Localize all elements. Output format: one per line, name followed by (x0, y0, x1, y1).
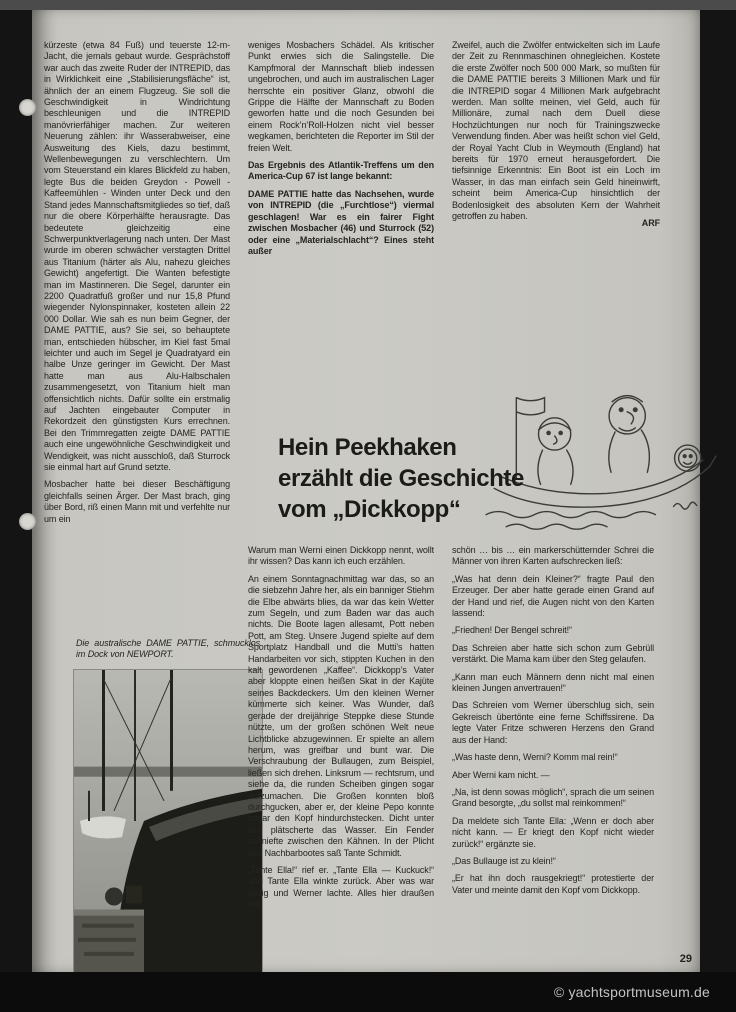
yacht-photo (74, 670, 262, 972)
headline-line-2: erzählt die Geschichte (278, 465, 524, 492)
paragraph: Warum man Werni einen Dickkopp nennt, wollt ihr wissen? Das kann ich euch erzählen. (248, 545, 434, 567)
paragraph: Das Schreien vom Werner überschlug sich, sein Gekreisch übertönte eine ferne Schiffssirene. Da legte Vater Fritze schweren Herzens den Grand aus der Hand: (452, 700, 654, 745)
paragraph: „Was hat denn dein Kleiner?“ fragte Paul den Erzeuger. Der aber hatte gerade einen Grand auf der Hand und rief, die Augen nicht von den Karten lassend: (452, 573, 654, 619)
headline-line-3: vom „Dickkopp“ (278, 496, 461, 523)
column-3-top-text (452, 40, 660, 336)
paragraph: „Na, ist denn sowas möglich“, sprach die um seinen Grand besorgte, „du sollst mal reinkommen!“ (452, 786, 654, 809)
paragraph: Da meldete sich Tante Ella: „Wenn er doch aber nicht kann. — Er kriegt den Kopf nicht wieder zurück!“ ergänzte sie. (452, 815, 654, 849)
scan-top-edge (0, 0, 736, 10)
author-signature: ARF (641, 217, 660, 228)
page-number: 29 (679, 953, 692, 965)
column-3-story-text (452, 545, 654, 947)
paragraph: An einem Sonntagnachmittag war das, so an die siebzehn Jahre her, als ein banniger Stiehm die Elbe abwärts blies, da war das kein Wetter zum Segeln, und zum Baden war das auch nichts. Die Boote lagen allesamt, Pott neben Pott, am Steg. Unsere Jugend spielte auf dem Sportplatz Handball und die Mutti’s hatten Handarbeiten vor sich, stippten Kuchen in den kalt gewordenen „Kaffee“. Dickkopp’s Vater aber kloppte einen heißen Skat in der Kajüte seines Backdeckers. Um den kleinen Werner kümmerte sich keiner. Was Wunder, daß gerade der dreijährige Steppke diese Stunde nützte, um der großen schönen Welt neue Lichtblicke abzugewinnen. Er spielte an allem herum, was greifbar und bunt war. Die Verschraubung der Bullaugen, zum Beispiel, ließen sich drehen. Linksrum — rechtsrum, und siehe da, die runden Scheiben gingen sogar aufzumachen. Die Großen konnten bloß durchgucken, aber er, der kleine Pepo konnte sogar den Kopf hindurchstecken. Dicht unter ihm plätscherte das Wasser. Ein Fender schniefte zwischen den Kähnen. In der Plicht des Nachbarbootes saß Tante Schmidt. (248, 573, 434, 858)
paragraph: Das Ergebnis des Atlantik-Treffens um den America-Cup 67 ist lange bekannt: (248, 160, 434, 182)
watermark: © yachtsportmuseum.de (553, 984, 710, 1000)
magazine-page (32, 10, 700, 972)
punch-hole (19, 513, 36, 530)
paragraph: „Was haste denn, Werni? Komm mal rein!“ (452, 752, 618, 763)
article-headline (278, 432, 538, 525)
headline-line-1: Hein Peekhaken (278, 434, 457, 461)
paragraph: „Er hat ihn doch rausgekriegt!“ protestierte der Vater und meinte damit den Kopf vom Dickkopp. (452, 873, 654, 895)
scan-bottom-edge (0, 972, 736, 1012)
paragraph: „Friedhen! Der Bengel schreit!“ (452, 625, 572, 636)
paragraph: DAME PATTIE hatte das Nachsehen, wurde von INTREPID (die „Furchtlose“) viermal geschlagen! War es ein fairer Fight zwischen Mosbacher (46) und Sturrock (52) oder eine „Materialschlacht“? Eines steht außer (248, 188, 434, 256)
paragraph: weniges Mosbachers Schädel. Als kritischer Punkt erwies sich die Salingstelle. Die Kampfmoral der Mannschaft blieb indessen ungebrochen, und auch im australischen Lager herrschte ein positiver Glanz, obwohl die Grippe die Hälfte der Mannschaft zu Boden geworfen hatte und die noch Gesunden bei einem Rock’n’Roll-Holzen nicht viel besser wegkamen, berichteten die Reporter im Stil der freien Welt. (248, 40, 434, 153)
punch-hole (19, 99, 36, 116)
photo-caption: Die australische DAME PATTIE, schmucklos im Dock von NEWPORT. (76, 638, 260, 659)
paragraph: Mosbacher hatte bei dieser Beschäftigung gleichfalls seinen Ärger. Der Mast brach, ging über Bord, riß einen Mann mit und verfehlte nur um ein (44, 479, 230, 524)
paragraph: schön … bis … ein markerschütternder Schrei die Männer von ihren Karten aufschrecken ließ: (452, 545, 654, 567)
column-2-top-text (248, 40, 434, 340)
paragraph: Das Schreien aber hatte sich schon zum Gebrüll verstärkt. Die Mama kam über den Steg gelaufen. (452, 642, 654, 665)
paragraph: Zweifel, auch die Zwölfer entwickelten sich im Laufe der Zeit zu Rennmaschinen ohnegleichen. Kostete die erste Zwölfer noch 500 000 Mark, so mußten für die DAME PATTIE bereits 3 Millionen Mark und für die INTREPID sogar 4 Millionen Mark aufgebracht werden. Man sollte meinen, viel Geld, auch für Millionäre, zumal nach dem Duell diese Hochzüchtungen nur noch für Trainingszwecke Verwendung finden. Aber was heißt schon viel Geld, der Royal Yacht Club in Weymouth (England) hat bereits für 1970 erneut herausgefordert. Die tiefsinnige Erkenntnis: Ein Boot ist ein Loch im Wasser, in das man einfach sein Geld hineinwirft, scheint beim America-Cup hinsichtlich der Bodenlosigkeit des absoluten Kern der Wahrheit getroffen zu haben. (452, 40, 660, 222)
paragraph: „Tante Ella!“ rief er. „Tante Ella — Kuckuck!“ und Tante Ella winkte zurück. Aber was war lustig und Werner lachte. Alles hier draußen war (248, 864, 434, 910)
paragraph: Aber Werni kam nicht. — (452, 769, 550, 780)
paragraph: kürzeste (etwa 84 Fuß) und teuerste 12-m-Jacht, die jemals gebaut wurde. Gesprächstoff war auch das zweite Ruder der INTREPID, das in Wirklichkeit eine „Stabilisierungsfläche“ ist, ähnlich der an einem Flugzeug. Sie soll die Geschwindigkeit in Windrichtung beschleunigen und die INTREPID manövrierfähiger machen. Zur weiteren Neuerung zählen: ihr Wasserabweiser, eine Ausweitung des Kiels, dazu bestimmt, Wellenbewegungen zu verschlechtern. Um vom Steuerstand ein klares Blickfeld zu haben, legte Bus die beiden Greydon - Powell - Kaffeemühlen - Winden unter Deck und den Stand jedes Mannschaftsmitgliedes so tief, daß nur die obere Körperhälfte herausragte. Das bedeutete gleichzeitig eine Schwerpunktverlagerung nach unten. Der Mast wurde im oberen schwächer verstagten Drittel aus Titanium (härter als Alu, nahezu gleiches Gewicht) angefertigt. Die Wanten befestigte man im Mastinneren. Die Segel, darunter ein 2200 Quadratfuß großer und nur 15,8 Pfund wiegender Nylonspinnaker, kosteten allein 22 000 Dollar. Wie sah es nun beim Gegner, der DAME PATTIE, aus? Sie sei, so behauptete man, entschieden hübscher, im Kiel fast 5mal leichter und auch im Segel je Quadratyard ein halbe Unze geringer im Gewicht. Der Mast hatte man aus Alu-Halbschalen zusammengesetzt, von Titanium hielt man offensichtlich nichts. Dafür sollte ein erstmalig auf Jachten eingebauter Computer in Rekordzeit den günstigsten Kurs errechnen. Bei den Trimmregatten zeigte DAME PATTIE auch eine ungewöhnliche Geschwindigkeit und Wendigkeit, was nicht ausschloß, daß Sturrock sie einmal hart auf Grund setzte. (44, 40, 230, 473)
yacht-photo-image (74, 670, 262, 972)
column-2-story-text (248, 545, 434, 970)
paragraph: „Das Bullauge ist zu klein!“ (452, 855, 556, 866)
column-1-text (44, 40, 230, 628)
paragraph: „Kann man euch Männern denn nicht mal einen kleinen Jungen anvertrauen!“ (452, 671, 654, 694)
